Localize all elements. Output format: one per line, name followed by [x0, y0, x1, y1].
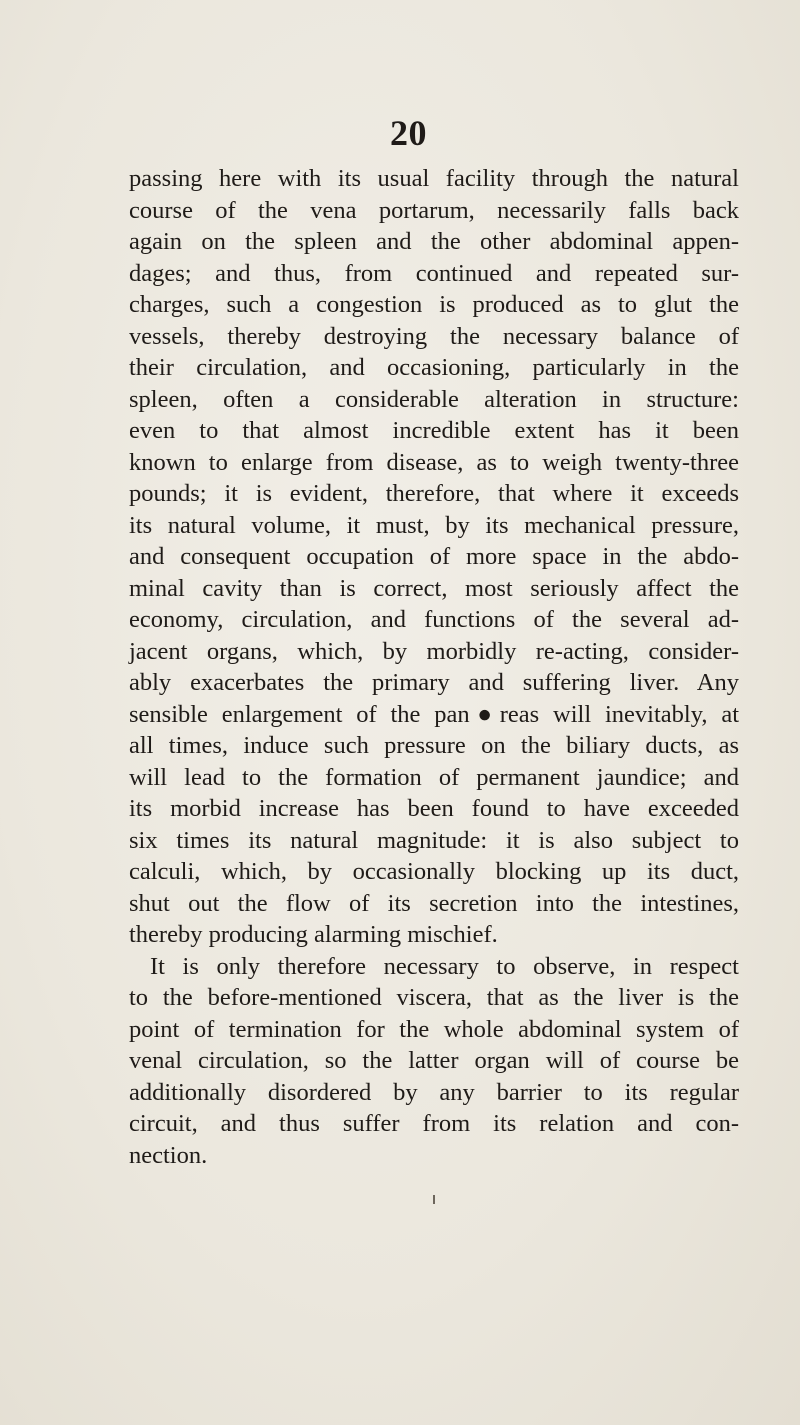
text-line: known to enlarge from disease, as to weigh twenty-three: [129, 448, 739, 476]
text-line: minal cavity than is correct, most seriously affect the: [129, 574, 739, 602]
text-line: ably exacerbates the primary and suffering liver. Any: [129, 669, 739, 696]
text-line: venal circulation, so the latter organ will of course be: [129, 1047, 739, 1074]
text-line: its natural volume, it must, by its mechanical pressure,: [129, 511, 739, 539]
text-line: economy, circulation, and functions of the several ad-: [129, 606, 739, 633]
text-line: calculi, which, by occasionally blocking up its duct,: [129, 858, 739, 885]
paragraph: [129, 163, 739, 951]
text-line: its morbid increase has been found to have exceeded: [129, 795, 739, 822]
text-line: sensible enlargement of the pan●reas will inevitably, at: [129, 700, 739, 728]
text-line: charges, such a congestion is produced as to glut the: [129, 291, 739, 318]
page-number: 20: [390, 113, 427, 153]
text-line: all times, induce such pressure on the biliary ducts, as: [129, 732, 739, 759]
text-line: six times its natural magnitude: it is also subject to: [129, 826, 739, 854]
text-line: nection.: [129, 1141, 208, 1169]
text-line: to the before-mentioned viscera, that as the liver is the: [129, 984, 739, 1011]
text-line: thereby producing alarming mischief.: [129, 921, 498, 948]
text-line: point of termination for the whole abdominal system of: [129, 1015, 739, 1043]
text-line: circuit, and thus suffer from its relation and con-: [129, 1110, 739, 1137]
text-line: spleen, often a considerable alteration in structure:: [129, 385, 739, 413]
body-text: [129, 163, 739, 1171]
text-line: will lead to the formation of permanent jaundice; and: [129, 763, 739, 791]
text-line: passing here with its usual facility through the natural: [129, 165, 739, 192]
text-line: jacent organs, which, by morbidly re-acting, consider-: [129, 637, 739, 665]
text-line: shut out the flow of its secretion into the intestines,: [129, 889, 739, 917]
text-line: and consequent occupation of more space in the abdo-: [129, 543, 739, 570]
text-line: vessels, thereby destroying the necessary balance of: [129, 322, 739, 350]
text-line: additionally disordered by any barrier to its regular: [129, 1078, 739, 1106]
paragraph: [129, 951, 739, 1172]
text-line: course of the vena portarum, necessarily falls back: [129, 196, 739, 224]
text-line: dages; and thus, from continued and repeated sur-: [129, 259, 739, 287]
text-line: their circulation, and occasioning, particularly in the: [129, 354, 739, 381]
text-line: It is only therefore necessary to observe, in respect: [150, 952, 739, 980]
text-line: pounds; it is evident, therefore, that where it exceeds: [129, 480, 739, 507]
text-line: again on the spleen and the other abdominal appen-: [129, 228, 739, 255]
paper-speck: [433, 1195, 435, 1204]
text-line: even to that almost incredible extent has it been: [129, 417, 739, 444]
